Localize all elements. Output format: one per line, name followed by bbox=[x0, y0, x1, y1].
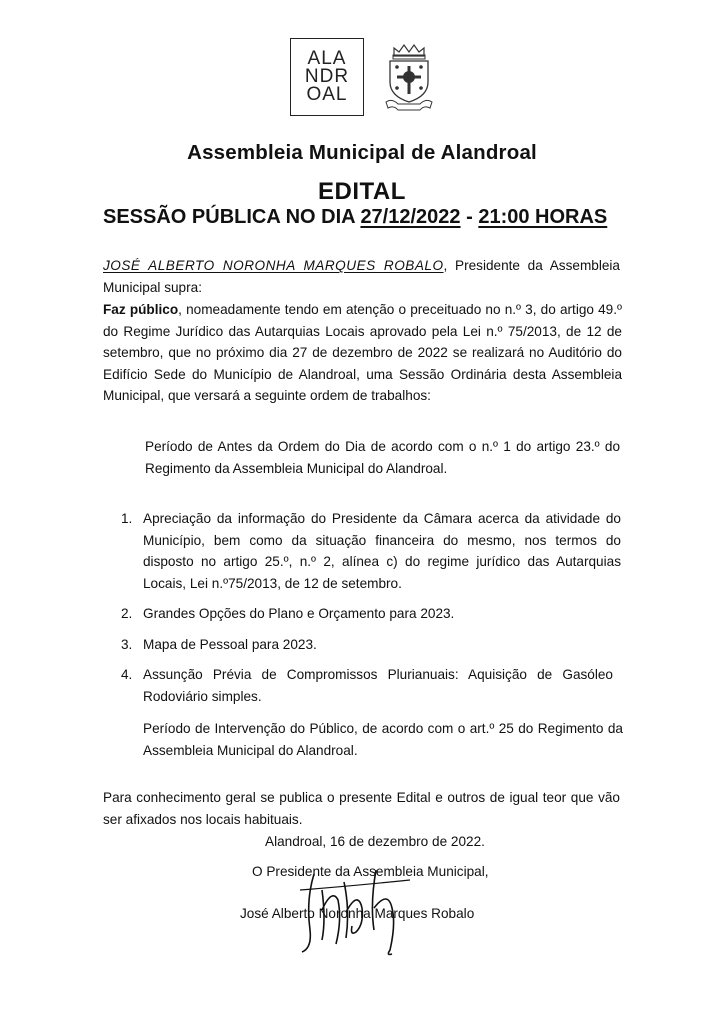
logo-line-1: ALA bbox=[307, 48, 347, 69]
session-prefix: SESSÃO PÚBLICA NO DIA bbox=[103, 206, 361, 228]
public-period-paragraph: Período de Intervenção do Público, de acordo com o art.º 25 do Regimento da Assembleia Municipal do Alandroal. bbox=[143, 721, 623, 758]
signatory-role: O Presidente da Assembleia Municipal, bbox=[252, 864, 489, 879]
session-separator: - bbox=[460, 206, 479, 228]
closing-paragraph: Para conhecimento geral se publica o presente Edital e outros de igual teor que vão ser afixados nos locais habituais. bbox=[103, 790, 620, 827]
announcement-paragraph bbox=[103, 299, 622, 407]
agenda-item-text: Grandes Opções do Plano e Orçamento para 2023. bbox=[143, 606, 455, 621]
alandroal-logo bbox=[290, 38, 364, 116]
assembly-title: Assembleia Municipal de Alandroal bbox=[187, 141, 537, 164]
date-line: Alandroal, 16 de dezembro de 2022. bbox=[265, 834, 485, 849]
agenda-item-text: Apreciação da informação do Presidente da Câmara acerca da atividade do Município, bem como da situação financeira do mesmo, nos termos do disposto no artigo 25.º, n.º 2, alínea c) do regime jurídico das Autarquias Locais, Lei n.º75/2013, de 12 de setembro. bbox=[143, 511, 621, 591]
agenda-item-number: 1. bbox=[121, 511, 133, 526]
session-heading bbox=[103, 206, 663, 229]
agenda-item-number: 3. bbox=[121, 637, 133, 652]
agenda-item-number: 4. bbox=[121, 667, 133, 682]
municipal-coat-of-arms-icon bbox=[380, 42, 438, 112]
session-time: 21:00 HORAS bbox=[478, 206, 608, 228]
intro-paragraph bbox=[103, 255, 620, 298]
signatory-name: José Alberto Noronha Marques Robalo bbox=[240, 906, 475, 921]
handwritten-signature bbox=[292, 860, 422, 956]
president-role: , Presidente da Assembleia Municipal supra: bbox=[103, 258, 620, 295]
edital-title: EDITAL bbox=[318, 178, 406, 205]
logo-line-2: NDR bbox=[304, 66, 350, 87]
agenda-item-number: 2. bbox=[121, 606, 133, 621]
president-name: JOSÉ ALBERTO NORONHA MARQUES ROBALO bbox=[103, 258, 444, 273]
agenda-item-text: Assunção Prévia de Compromissos Plurianuais: Aquisição de Gasóleo Rodoviário simples. bbox=[143, 667, 613, 704]
announcement-lead: Faz público bbox=[103, 302, 179, 317]
logo-line-3: OAL bbox=[306, 84, 348, 105]
pre-agenda-paragraph: Período de Antes da Ordem do Dia de acordo com o n.º 1 do artigo 23.º do Regimento da Assembleia Municipal do Alandroal. bbox=[145, 439, 620, 476]
agenda-item-text: Mapa de Pessoal para 2023. bbox=[143, 637, 317, 652]
announcement-text: , nomeadamente tendo em atenção o preceituado no n.º 3, do artigo 49.º do Regime Jurídico das Autarquias Locais aprovado pela Lei n.º 75/2013, de 12 de setembro, que no próximo dia 27 de dezembro de 2022 se realizará no Auditório do Edifício Sede do Município de Alandroal, uma Sessão Ordinária desta Assembleia Municipal, que versará a seguinte ordem de trabalhos: bbox=[103, 302, 622, 403]
session-date: 27/12/2022 bbox=[360, 206, 461, 228]
